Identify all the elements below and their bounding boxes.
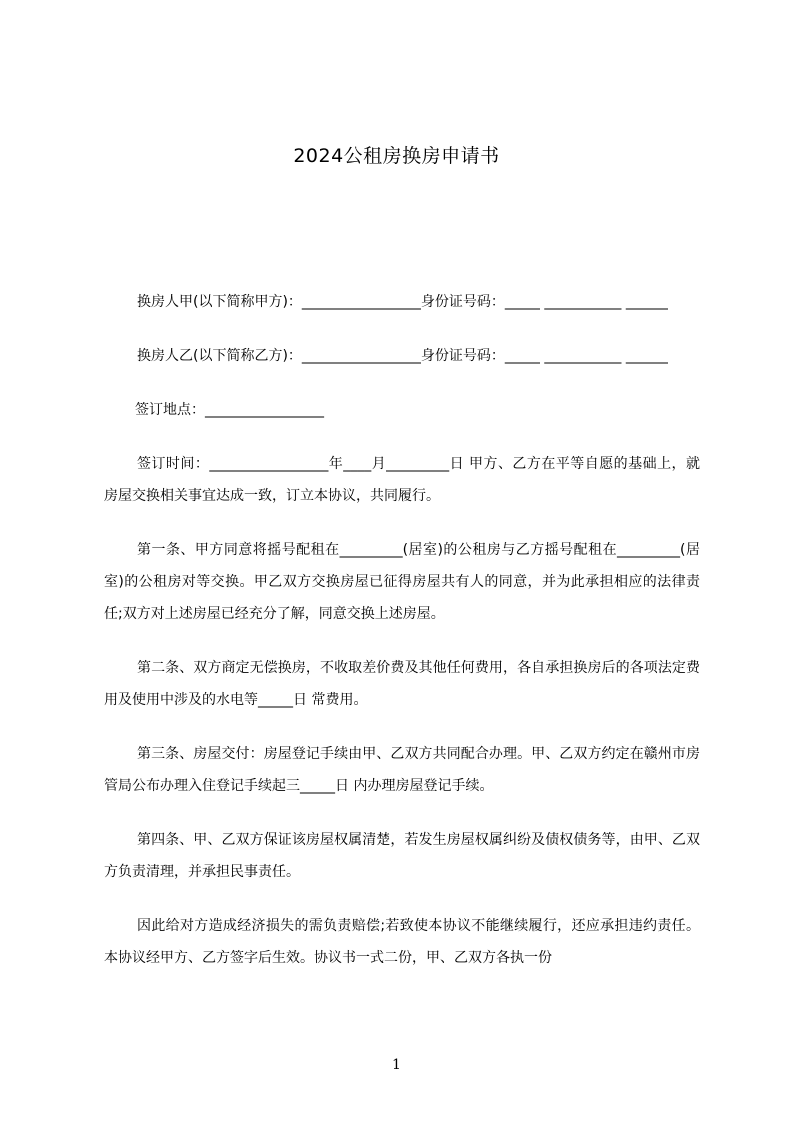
- article-one: 第一条、甲方同意将摇号配租在_________(居室)的公租房与乙方摇号配租在_________(居室)的公租房对等交换。甲乙双方交换房屋已征得房屋共有人的同意，并为此承担相应的法律责任;双方对上述房屋已经充分了解，同意交换上述房屋。: [104, 542, 700, 622]
- signing-time-paragraph: 签订时间：_________________年____月_________日 甲方、乙方在平等自愿的基础上，就房屋交换相关事宜达成一致，订立本协议，共同履行。: [104, 456, 700, 504]
- liability-paragraph: 因此给对方造成经济损失的需负责赔偿;若致使本协议不能继续履行，还应承担违约责任。本协议经甲方、乙方签字后生效。协议书一式二份，甲、乙双方各执一份: [104, 918, 700, 966]
- signing-place-line: 签订地点：_________________: [135, 402, 324, 418]
- party-b-line: 换房人乙(以下简称乙方)：_________________身份证号码：_____ ___________ ______: [137, 348, 668, 364]
- article-four: 第四条、甲、乙双方保证该房屋权属清楚，若发生房屋权属纠纷及债权债务等，由甲、乙双方负责清理，并承担民事责任。: [104, 832, 700, 880]
- article-two: 第二条、双方商定无偿换房，不收取差价费及其他任何费用，各自承担换房后的各项法定费用及使用中涉及的水电等_____日 常费用。: [104, 660, 700, 708]
- document-body: [104, 286, 700, 996]
- article-three: 第三条、房屋交付：房屋登记手续由甲、乙双方共同配合办理。甲、乙双方约定在赣州市房管局公布办理入住登记手续起三_____日 内办理房屋登记手续。: [104, 746, 700, 794]
- document-title: 2024公租房换房申请书: [293, 145, 500, 167]
- party-a-line: 换房人甲(以下简称甲方)：_________________身份证号码：_____ ___________ ______: [137, 294, 668, 310]
- page-number: 1: [392, 1057, 401, 1073]
